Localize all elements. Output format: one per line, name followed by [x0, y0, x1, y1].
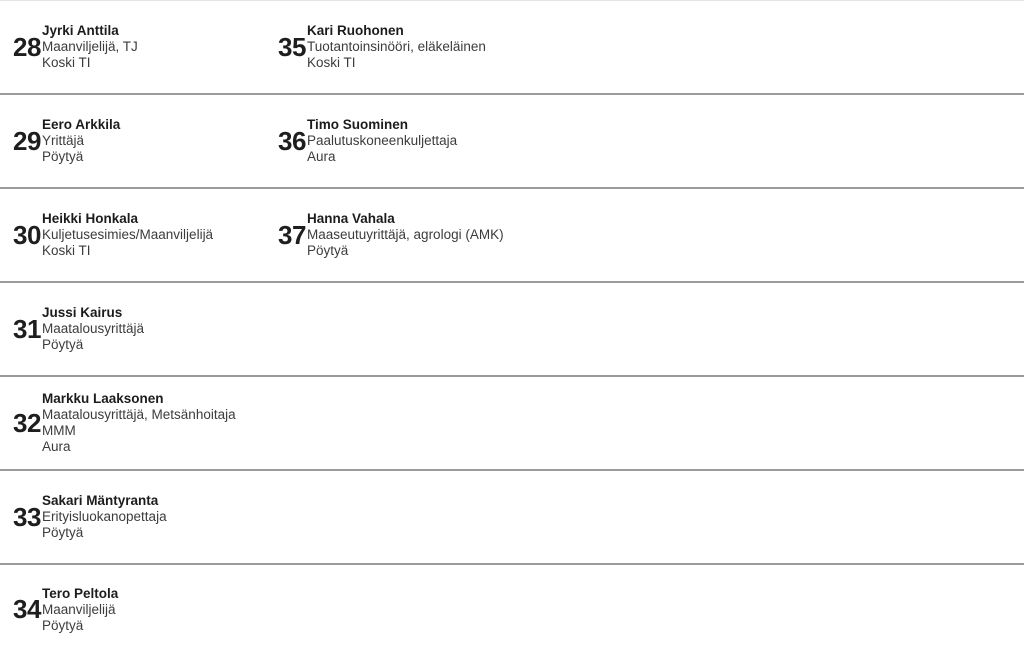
- candidate-cell: [0, 565, 265, 653]
- candidate-detail: Pöytyä: [42, 149, 84, 164]
- candidate-row: [0, 565, 1024, 653]
- candidate-cell-empty: [265, 565, 1024, 653]
- candidate-municipality: Aura: [42, 439, 71, 454]
- candidate-detail: Pöytyä: [42, 525, 84, 540]
- candidate-info: [307, 117, 457, 165]
- candidate-detail: Pöytyä: [42, 617, 84, 633]
- candidate-number: 35: [278, 31, 306, 62]
- candidate-cell: [0, 471, 265, 563]
- candidate-number: 33: [13, 501, 41, 532]
- candidate-name: Jussi Kairus: [42, 305, 123, 320]
- candidate-row: [0, 471, 1024, 565]
- candidate-info: [307, 211, 504, 259]
- candidate-row: [0, 283, 1024, 377]
- candidate-detail: Koski TI: [42, 243, 91, 258]
- candidate-detail: MMM: [42, 423, 76, 438]
- candidate-cell: [265, 95, 1024, 187]
- candidate-occupation: Yrittäjä: [42, 133, 85, 148]
- candidate-name: Sakari Mäntyranta: [42, 493, 159, 508]
- candidate-occupation: Paalutuskoneenkuljettaja: [307, 133, 458, 148]
- candidate-info: [42, 117, 120, 165]
- candidate-detail: Koski TI: [42, 55, 91, 70]
- candidate-cell: [0, 283, 265, 375]
- candidate-occupation: Erityisluokanopettaja: [42, 509, 167, 524]
- candidate-cell: [0, 189, 265, 281]
- candidate-info: [42, 211, 213, 259]
- candidate-occupation: Maaseutuyrittäjä, agrologi (AMK): [307, 227, 504, 242]
- candidate-name: Markku Laaksonen: [42, 391, 164, 406]
- candidate-name: Timo Suominen: [307, 117, 409, 132]
- candidate-number: 34: [13, 594, 41, 624]
- candidate-occupation: Maanviljelijä, TJ: [42, 39, 138, 54]
- candidate-occupation: Maatalousyrittäjä: [42, 321, 145, 336]
- candidate-number: 36: [278, 125, 306, 156]
- candidate-cell: [0, 377, 265, 469]
- candidate-name: Heikki Honkala: [42, 211, 139, 226]
- candidate-row: [0, 1, 1024, 95]
- candidate-detail: Pöytyä: [42, 337, 84, 352]
- candidate-detail: Koski TI: [307, 55, 356, 70]
- candidate-cell-empty: [265, 377, 1024, 469]
- candidate-name: Eero Arkkila: [42, 117, 121, 132]
- candidate-info: [307, 23, 486, 71]
- candidate-number: 30: [13, 219, 41, 250]
- candidate-cell: [0, 95, 265, 187]
- candidate-info: [42, 305, 144, 353]
- candidate-row: [0, 189, 1024, 283]
- candidate-occupation: Kuljetusesimies/Maanviljelijä: [42, 227, 214, 242]
- candidate-occupation: Maanviljelijä: [42, 601, 116, 617]
- candidate-name: Kari Ruohonen: [307, 23, 404, 38]
- candidate-row: [0, 377, 1024, 471]
- candidate-name: Tero Peltola: [42, 585, 119, 601]
- candidate-info: [42, 586, 118, 634]
- candidate-detail: Aura: [307, 149, 336, 164]
- candidate-detail: Pöytyä: [307, 243, 349, 258]
- candidate-info: [42, 23, 138, 71]
- candidate-name: Hanna Vahala: [307, 211, 395, 226]
- candidate-cell: [0, 1, 265, 93]
- candidate-cell-empty: [265, 471, 1024, 563]
- candidate-info: [42, 493, 167, 541]
- candidate-cell: [265, 189, 1024, 281]
- candidate-number: 29: [13, 125, 41, 156]
- candidate-row: [0, 95, 1024, 189]
- candidate-occupation: Maatalousyrittäjä, Metsänhoitaja: [42, 407, 236, 422]
- candidate-number: 32: [13, 407, 41, 438]
- candidate-number: 31: [13, 313, 41, 344]
- candidate-number: 28: [13, 31, 41, 62]
- candidate-cell-empty: [265, 283, 1024, 375]
- candidate-number: 37: [278, 219, 306, 250]
- candidate-name: Jyrki Anttila: [42, 23, 119, 38]
- candidate-cell: [265, 1, 1024, 93]
- candidate-occupation: Tuotantoinsinööri, eläkeläinen: [307, 39, 486, 54]
- candidate-info: [42, 391, 236, 455]
